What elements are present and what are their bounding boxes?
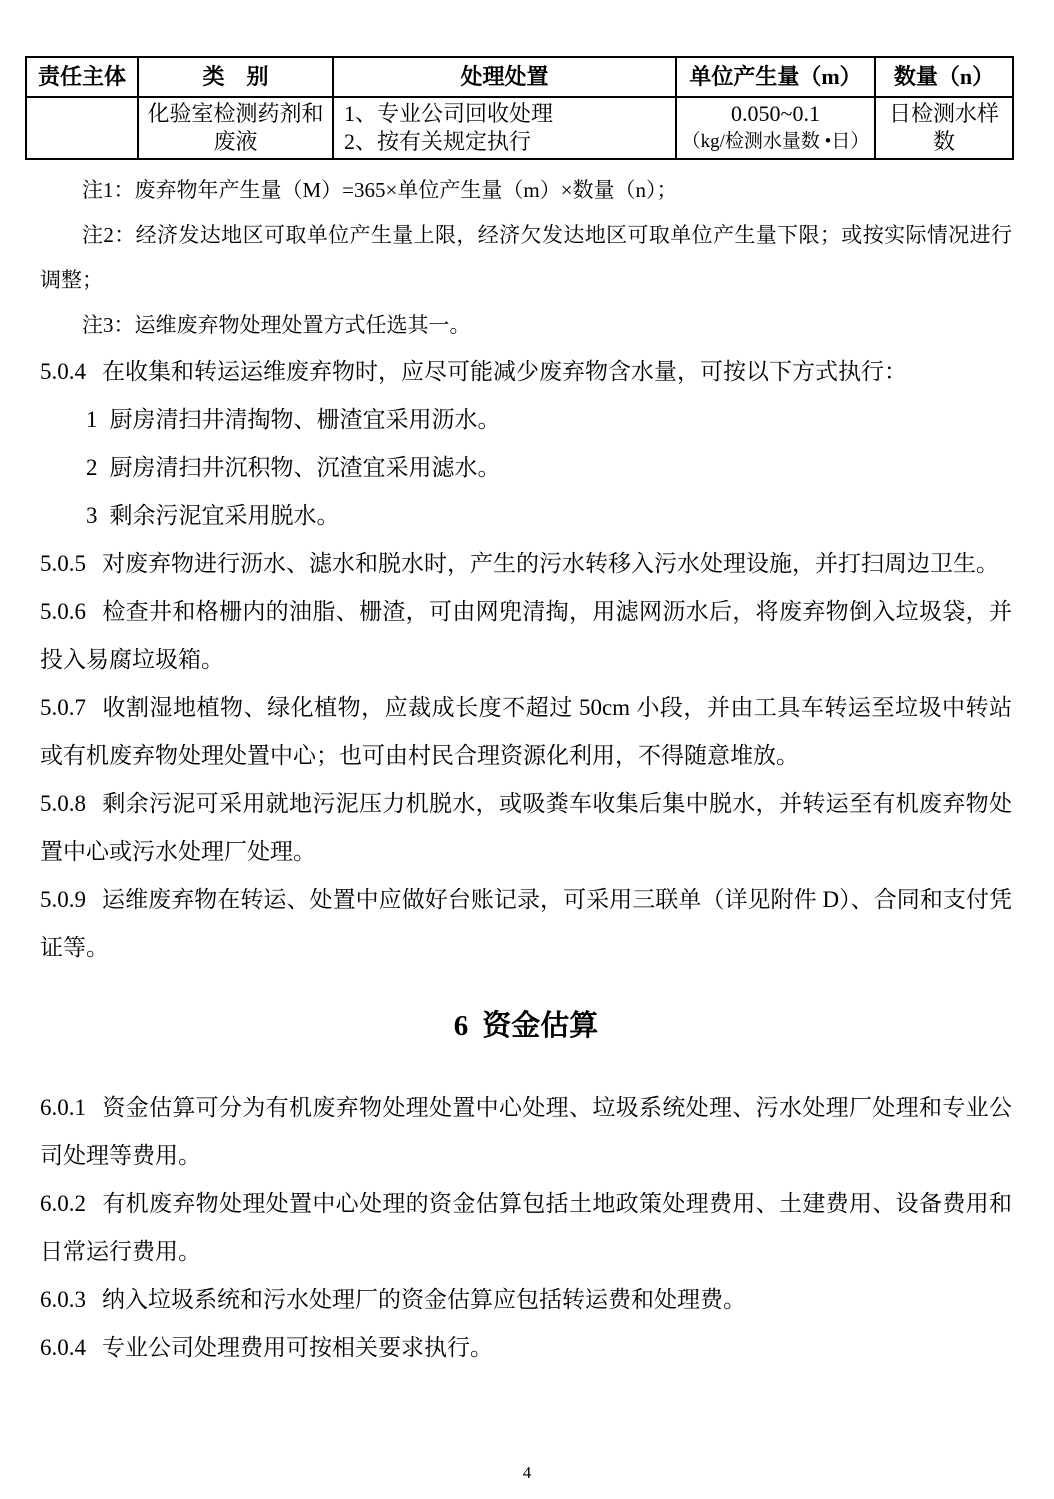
clause-6-0-2 [40, 1180, 1012, 1276]
clause-text: 专业公司处理费用可按相关要求执行。 [102, 1335, 493, 1360]
subitem-text: 厨房清扫井沉积物、沉渣宜采用滤水。 [109, 455, 501, 480]
note-3: 注3：运维废弃物处理处置方式任选其一。 [82, 313, 471, 337]
subitem-number: 3 [86, 503, 98, 528]
cell-quantity: 日检测水样数 [875, 97, 1013, 159]
clause-number: 6.0.3 [40, 1287, 86, 1312]
subitem-text: 剩余污泥宜采用脱水。 [109, 503, 340, 528]
subitem-3 [40, 492, 1012, 540]
cell-category: 化验室检测药剂和废液 [138, 97, 333, 159]
unit-output-unit: （kg/检测水量数 •日） [681, 131, 870, 152]
clause-text: 在收集和转运运维废弃物时，应尽可能减少废弃物含水量，可按以下方式执行： [102, 359, 907, 384]
subitem-number: 1 [86, 407, 98, 432]
clause-number: 6.0.4 [40, 1335, 86, 1360]
cell-responsible-party [26, 97, 138, 159]
disposal-line-1: 1、专业公司回收处理 [344, 101, 554, 126]
note-2: 注2：经济发达地区可取单位产生量上限，经济欠发达地区可取单位产生量下限；或按实际情况进行调整； [40, 223, 1012, 292]
subitem-1 [40, 396, 1012, 444]
section-6-title: 资金估算 [482, 1010, 599, 1042]
subitem-number: 2 [86, 455, 98, 480]
clause-5-0-5 [40, 540, 1012, 588]
clause-number: 5.0.9 [40, 887, 86, 912]
clause-number: 6.0.2 [40, 1191, 86, 1216]
col-header-quantity: 数量（n） [875, 57, 1013, 97]
clause-text: 运维废弃物在转运、处置中应做好台账记录，可采用三联单（详见附件 D）、合同和支付凭证等。 [40, 887, 1012, 960]
clause-6-0-4 [40, 1324, 1012, 1372]
cell-unit-output [676, 97, 875, 159]
table-header-row [26, 57, 1013, 97]
cell-disposal [333, 97, 676, 159]
page-number: 4 [522, 1463, 532, 1482]
col-header-responsible-party: 责任主体 [26, 57, 138, 97]
unit-output-value: 0.050~0.1 [731, 101, 820, 126]
clause-text: 检查井和格栅内的油脂、栅渣，可由网兜清掏，用滤网沥水后，将废弃物倒入垃圾袋，并投入易腐垃圾箱。 [40, 599, 1012, 672]
section-6-heading [40, 998, 1012, 1054]
table-notes [40, 168, 1012, 348]
col-header-disposal: 处理处置 [333, 57, 676, 97]
subitem-2 [40, 444, 1012, 492]
clause-number: 5.0.4 [40, 359, 86, 384]
clause-text: 对废弃物进行沥水、滤水和脱水时，产生的污水转移入污水处理设施，并打扫周边卫生。 [102, 551, 999, 576]
subitem-text: 厨房清扫井清掏物、栅渣宜采用沥水。 [109, 407, 501, 432]
clause-number: 6.0.1 [40, 1095, 86, 1120]
clause-5-0-6 [40, 588, 1012, 684]
clause-5-0-7 [40, 684, 1012, 780]
waste-disposal-table [25, 56, 1014, 160]
clause-number: 5.0.5 [40, 551, 86, 576]
clause-text: 资金估算可分为有机废弃物处理处置中心处理、垃圾系统处理、污水处理厂处理和专业公司处理等费用。 [40, 1095, 1012, 1168]
clause-text: 有机废弃物处理处置中心处理的资金估算包括土地政策处理费用、土建费用、设备费用和日常运行费用。 [40, 1191, 1012, 1264]
clause-5-0-9 [40, 876, 1012, 972]
clause-number: 5.0.7 [40, 695, 86, 720]
section-6-clauses [40, 1084, 1012, 1372]
disposal-line-2: 2、按有关规定执行 [344, 129, 532, 154]
col-header-unit-output: 单位产生量（m） [676, 57, 875, 97]
clause-text: 纳入垃圾系统和污水处理厂的资金估算应包括转运费和处理费。 [102, 1287, 746, 1312]
note-1: 注1：废弃物年产生量（M）=365×单位产生量（m）×数量（n）； [82, 178, 678, 202]
clause-6-0-3 [40, 1276, 1012, 1324]
section-5-clauses [40, 348, 1012, 972]
clause-5-0-8 [40, 780, 1012, 876]
clause-text: 剩余污泥可采用就地污泥压力机脱水，或吸粪车收集后集中脱水，并转运至有机废弃物处置中心或污水处理厂处理。 [40, 791, 1012, 864]
table-row [26, 97, 1013, 159]
clause-5-0-4 [40, 348, 1012, 396]
clause-6-0-1 [40, 1084, 1012, 1180]
clause-number: 5.0.6 [40, 599, 86, 624]
col-header-category: 类 别 [138, 57, 333, 97]
section-6-number: 6 [453, 1010, 469, 1042]
clause-number: 5.0.8 [40, 791, 86, 816]
clause-text: 收割湿地植物、绿化植物，应裁成长度不超过 50cm 小段，并由工具车转运至垃圾中转站或有机废弃物处理处置中心；也可由村民合理资源化利用，不得随意堆放。 [40, 695, 1012, 768]
